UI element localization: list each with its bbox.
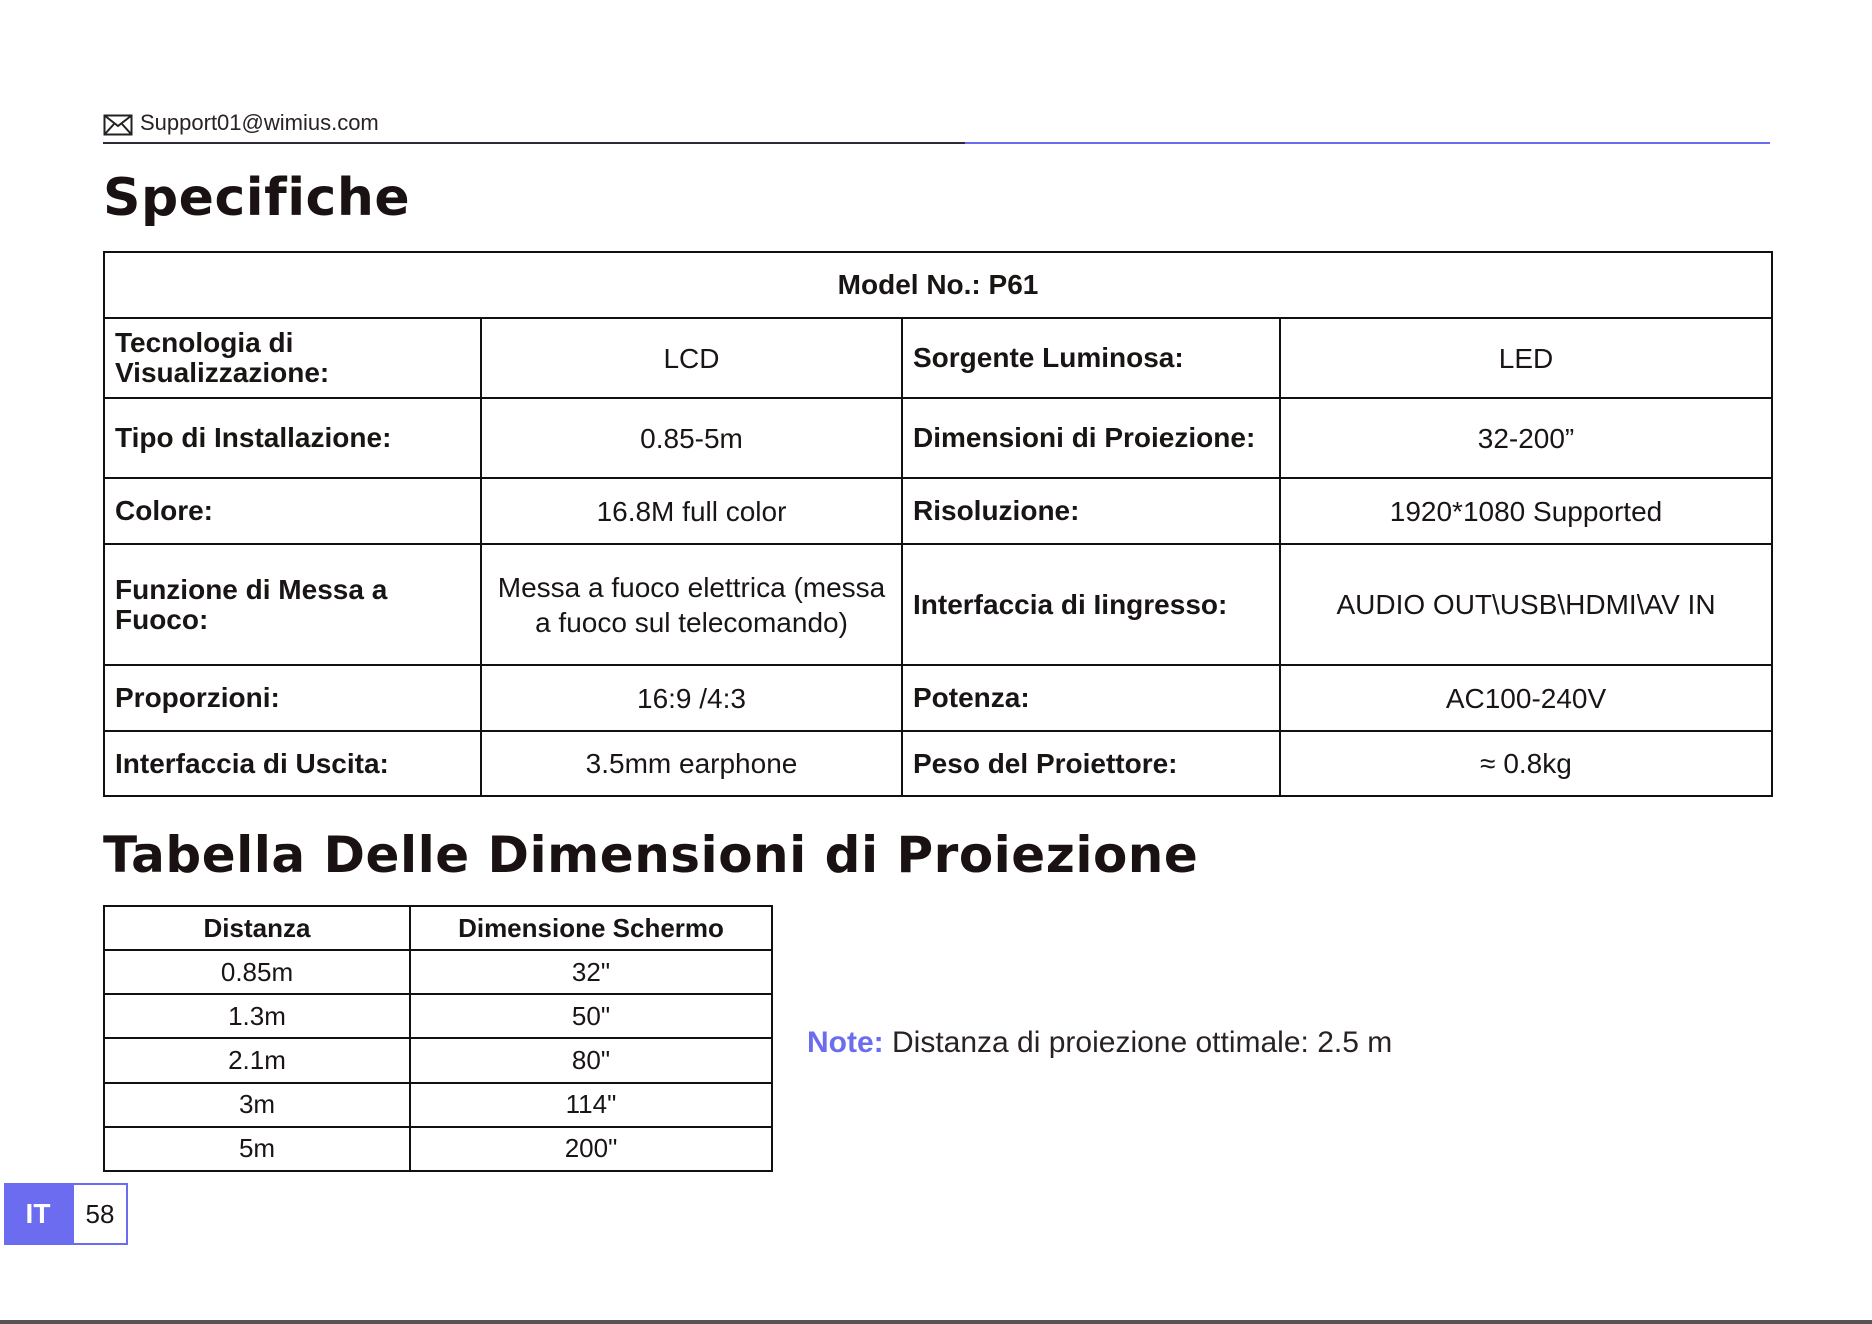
mail-icon: [103, 114, 133, 136]
spec-value: 3.5mm earphone: [481, 731, 902, 796]
spec-label: Tipo di Installazione:: [104, 398, 481, 478]
spec-model-row: [104, 252, 1772, 318]
note-text: Distanza di proiezione ottimale: 2.5 m: [883, 1026, 1393, 1059]
column-header: Distanza: [104, 906, 410, 950]
support-email: Support01@wimius.com: [140, 110, 379, 135]
table-row: [104, 1127, 772, 1171]
spec-table: [103, 251, 1773, 797]
spec-value: ≈ 0.8kg: [1280, 731, 1772, 796]
distance-cell: 0.85m: [104, 950, 410, 994]
spec-row: [104, 478, 1772, 544]
screen-size-cell: 32": [410, 950, 772, 994]
spec-value: LCD: [481, 318, 902, 398]
spec-value: 16.8M full color: [481, 478, 902, 544]
spec-label: Risoluzione:: [902, 478, 1280, 544]
table-row: [104, 994, 772, 1038]
distance-cell: 2.1m: [104, 1038, 410, 1082]
distance-cell: 1.3m: [104, 994, 410, 1038]
spec-value: 0.85-5m: [481, 398, 902, 478]
spec-label: Colore:: [104, 478, 481, 544]
spec-row: [104, 665, 1772, 731]
projection-table-title: Tabella Delle Dimensioni di Proiezione: [103, 826, 1199, 884]
spec-value: AC100-240V: [1280, 665, 1772, 731]
spec-value: Messa a fuoco elettrica (messa a fuoco sul telecomando): [481, 544, 902, 665]
language-badge: IT: [4, 1183, 72, 1245]
header-divider-accent: [965, 142, 1770, 144]
page-header: [103, 108, 1770, 144]
spec-label: Interfaccia di Uscita:: [104, 731, 481, 796]
spec-value: 16:9 /4:3: [481, 665, 902, 731]
table-row: [104, 1083, 772, 1127]
table-row: [104, 1038, 772, 1082]
spec-label: Potenza:: [902, 665, 1280, 731]
distance-cell: 5m: [104, 1127, 410, 1171]
spec-row: [104, 544, 1772, 665]
bottom-border: [0, 1320, 1872, 1324]
column-header: Dimensione Schermo: [410, 906, 772, 950]
screen-size-cell: 50": [410, 994, 772, 1038]
spec-value: LED: [1280, 318, 1772, 398]
spec-label: Sorgente Luminosa:: [902, 318, 1280, 398]
spec-label: Interfaccia di Iingresso:: [902, 544, 1280, 665]
spec-value: AUDIO OUT\USB\HDMI\AV IN: [1280, 544, 1772, 665]
spec-label: Peso del Proiettore:: [902, 731, 1280, 796]
table-header-row: [104, 906, 772, 950]
distance-cell: 3m: [104, 1083, 410, 1127]
note-label: Note:: [807, 1026, 884, 1059]
model-number: Model No.: P61: [104, 252, 1772, 318]
screen-size-cell: 200": [410, 1127, 772, 1171]
spec-title: Specifiche: [103, 168, 411, 228]
header-divider: [103, 142, 965, 144]
screen-size-cell: 80": [410, 1038, 772, 1082]
spec-row: [104, 398, 1772, 478]
spec-label: Proporzioni:: [104, 665, 481, 731]
spec-label: Dimensioni di Proiezione:: [902, 398, 1280, 478]
spec-label: Tecnologia di Visualizzazione:: [104, 318, 481, 398]
spec-label: Funzione di Messa a Fuoco:: [104, 544, 481, 665]
screen-size-cell: 114": [410, 1083, 772, 1127]
table-row: [104, 950, 772, 994]
page-number: 58: [72, 1183, 128, 1245]
spec-value: 1920*1080 Supported: [1280, 478, 1772, 544]
spec-value: 32-200”: [1280, 398, 1772, 478]
note: [807, 1026, 1392, 1060]
projection-size-table: [103, 905, 773, 1172]
spec-row: [104, 731, 1772, 796]
spec-row: [104, 318, 1772, 398]
